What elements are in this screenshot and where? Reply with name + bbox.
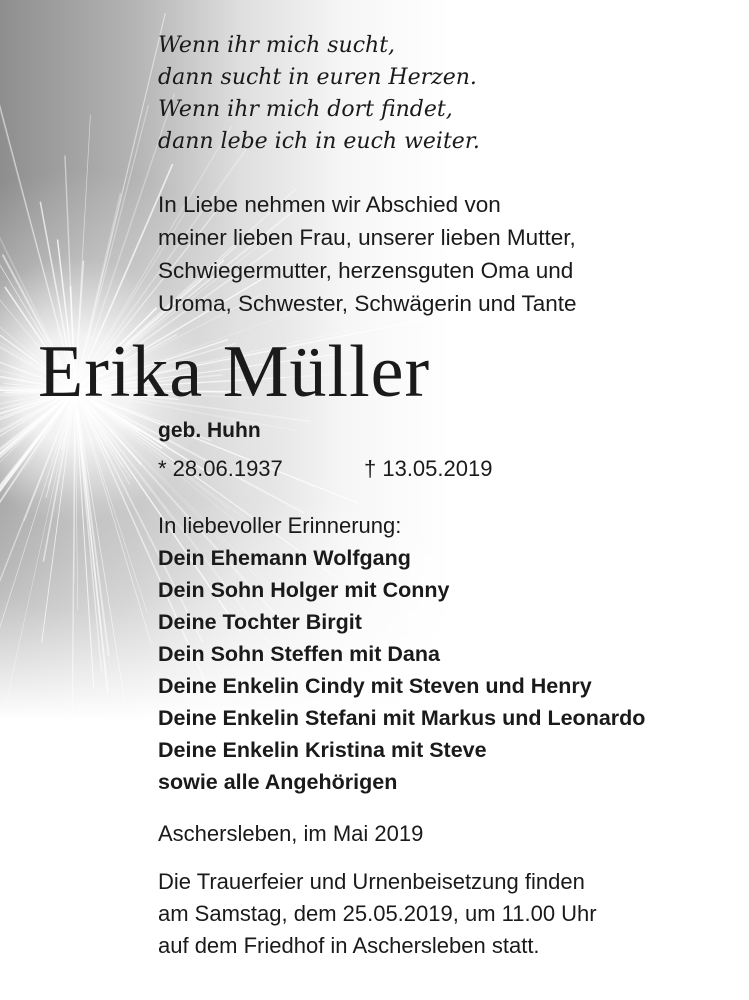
place-and-date: Aschersleben, im Mai 2019 bbox=[158, 821, 424, 846]
farewell-intro bbox=[158, 188, 577, 320]
death-date: † 13.05.2019 bbox=[364, 456, 493, 481]
intro-line: In Liebe nehmen wir Abschied von bbox=[158, 192, 501, 217]
funeral-info bbox=[158, 866, 597, 962]
poem-line: dann sucht in euren Herzen. bbox=[158, 65, 477, 90]
memory-lead: In liebevoller Erinnerung: bbox=[158, 513, 402, 538]
mourners-list bbox=[158, 542, 645, 798]
mourner-entry: Deine Enkelin Cindy mit Steven und Henry bbox=[158, 674, 592, 698]
poem-line: Wenn ihr mich dort findet, bbox=[158, 97, 453, 122]
poem bbox=[158, 30, 480, 158]
poem-line: dann lebe ich in euch weiter. bbox=[158, 129, 480, 154]
intro-line: Schwiegermutter, herzensguten Oma und bbox=[158, 258, 574, 283]
mourner-entry: Dein Sohn Steffen mit Dana bbox=[158, 642, 440, 666]
mourner-entry: Dein Sohn Holger mit Conny bbox=[158, 578, 450, 602]
funeral-line: am Samstag, dem 25.05.2019, um 11.00 Uhr bbox=[158, 901, 597, 926]
mourner-entry: Dein Ehemann Wolfgang bbox=[158, 546, 411, 570]
intro-line: meiner lieben Frau, unserer lieben Mutter, bbox=[158, 225, 576, 250]
funeral-line: auf dem Friedhof in Aschersleben statt. bbox=[158, 933, 540, 958]
maiden-name: geb. Huhn bbox=[158, 419, 261, 442]
poem-line: Wenn ihr mich sucht, bbox=[158, 33, 396, 58]
mourner-entry: Deine Enkelin Kristina mit Steve bbox=[158, 738, 487, 762]
funeral-line: Die Trauerfeier und Urnenbeisetzung finden bbox=[158, 869, 585, 894]
mourner-entry: Deine Enkelin Stefani mit Markus und Leonardo bbox=[158, 706, 646, 730]
deceased-name: Erika Müller bbox=[38, 331, 431, 413]
mourner-entry: sowie alle Angehörigen bbox=[158, 770, 398, 794]
life-dates bbox=[158, 454, 493, 484]
birth-date: * 28.06.1937 bbox=[158, 456, 283, 481]
mourner-entry: Deine Tochter Birgit bbox=[158, 610, 362, 634]
intro-line: Uroma, Schwester, Schwägerin und Tante bbox=[158, 291, 577, 316]
